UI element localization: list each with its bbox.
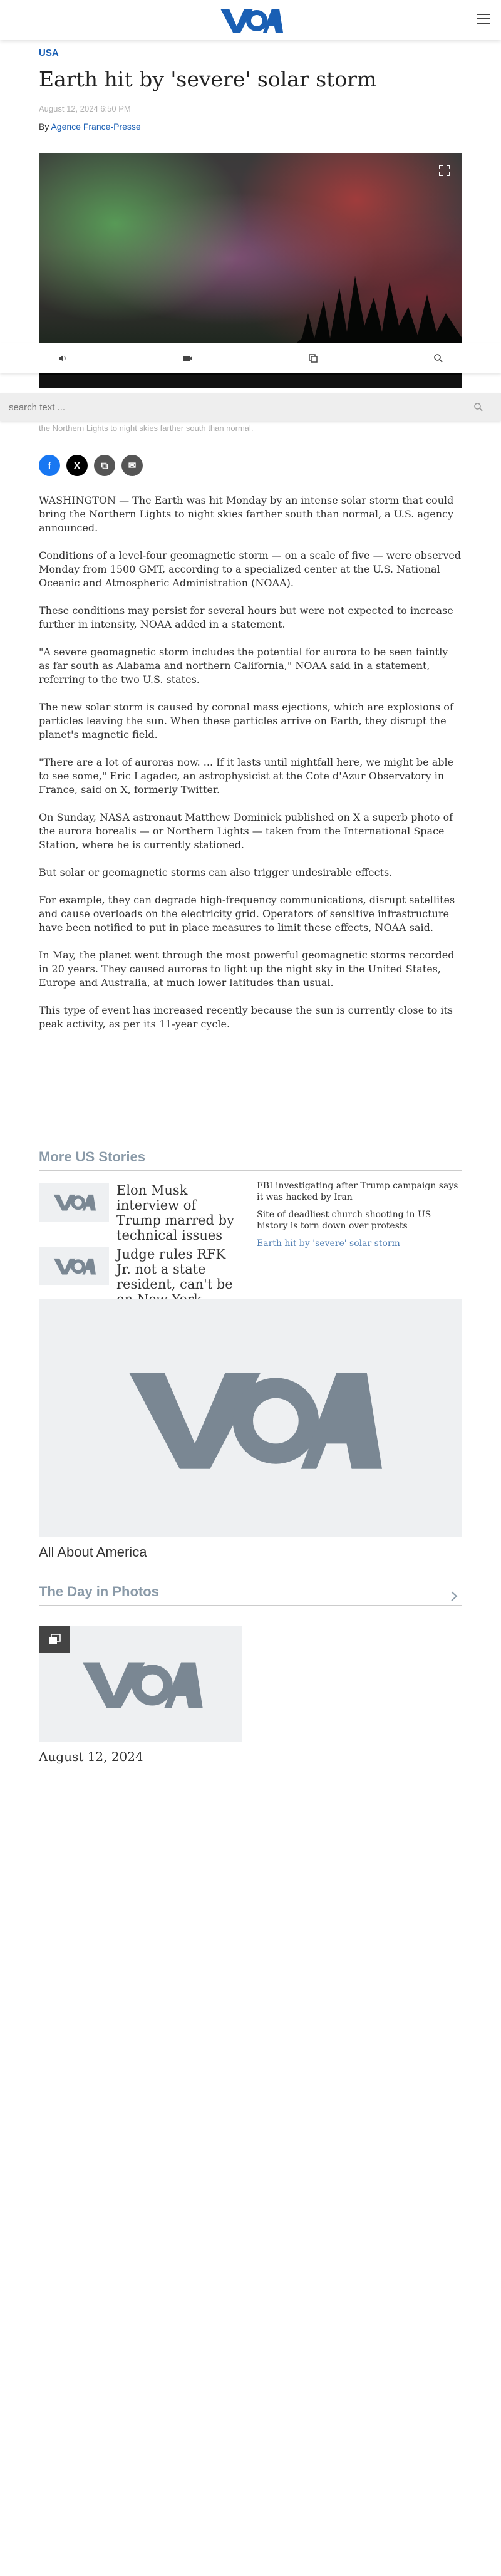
hamburger-menu-icon[interactable]: [477, 14, 490, 25]
toolbar-photos-button[interactable]: [250, 343, 376, 373]
speaker-icon: [58, 353, 68, 363]
story-title[interactable]: Elon Musk interview of Trump marred by technical issues: [116, 1183, 234, 1243]
toolbar-audio-button[interactable]: [0, 343, 125, 373]
voa-placeholder-logo: [52, 1192, 96, 1213]
side-story-link[interactable]: Earth hit by 'severe' solar storm: [257, 1239, 400, 1249]
video-camera-icon: [183, 353, 193, 363]
toolbar-search-button[interactable]: [376, 343, 501, 373]
email-share-button[interactable]: ✉: [121, 455, 143, 476]
article-date: August 12, 2024 6:50 PM: [39, 104, 131, 113]
byline-prefix: By: [39, 122, 49, 132]
image-caption: the Northern Lights to night skies farther south than normal.: [39, 423, 254, 433]
voa-logo[interactable]: [218, 5, 283, 35]
facebook-share-button[interactable]: f: [39, 455, 60, 476]
site-header: [0, 0, 501, 40]
byline-author-link[interactable]: Agence France-Presse: [51, 122, 141, 132]
day-in-photos-date[interactable]: August 12, 2024: [39, 1749, 143, 1764]
story-card[interactable]: [39, 1247, 239, 1292]
article-paragraph: In May, the planet went through the most powerful geomagnetic storms recorded in 20 years. They caused auroras to light up the night sky in the United States, Europe and Australia, at much lower latitudes than usual.: [39, 949, 455, 989]
article-paragraph: On Sunday, NASA astronaut Matthew Dominick published on X a superb photo of the aurora borealis — or Northern Lights — taken from the International Space Station, where he is currently stationed.: [39, 811, 453, 851]
voa-placeholder-logo: [78, 1655, 203, 1713]
voa-placeholder-logo: [119, 1358, 382, 1479]
chevron-right-icon[interactable]: [450, 1590, 458, 1602]
day-in-photos-heading[interactable]: The Day in Photos: [39, 1584, 159, 1599]
article-title: Earth hit by 'severe' solar storm: [39, 67, 377, 91]
story-card[interactable]: [39, 1183, 239, 1243]
section-divider: [39, 1605, 462, 1606]
article-paragraph: "A severe geomagnetic storm includes the potential for aurora to be seen faintly as far south as Alabama and northern California," NOAA said in a statement, referring to the two U.S. states.: [39, 646, 448, 685]
search-submit-icon[interactable]: [473, 402, 483, 412]
search-input[interactable]: [9, 398, 485, 416]
article-paragraph: The new solar storm is caused by coronal mass ejections, which are explosions of particles leaving the sun. When these particles arrive on Earth, they disrupt the planet's magnetic field.: [39, 701, 453, 740]
voa-placeholder-logo: [52, 1255, 96, 1277]
video-player-bar: [39, 375, 462, 388]
fullscreen-icon[interactable]: [438, 164, 451, 177]
side-story-link[interactable]: Site of deadliest church shooting in US history is torn down over protests: [257, 1210, 431, 1231]
all-about-america-title[interactable]: All About America: [39, 1544, 147, 1560]
gallery-badge: [39, 1626, 70, 1653]
photo-gallery-icon: [308, 353, 318, 363]
search-bar: [0, 393, 501, 421]
more-stories-heading[interactable]: More US Stories: [39, 1149, 145, 1165]
all-about-america-thumbnail[interactable]: [39, 1299, 462, 1537]
article-byline: [39, 122, 141, 132]
story-title[interactable]: Judge rules RFK Jr. not a state resident, can't be: [116, 1247, 233, 1292]
article-paragraph: For example, they can degrade high-frequency communications, disrupt satellites and cause overloads on the electricity grid. Operators of sensitive infrastructure have been notified to put in place measures to limit these effects, NOAA said.: [39, 894, 455, 933]
copy-link-button[interactable]: ⧉: [94, 455, 115, 476]
side-story-link[interactable]: FBI investigating after Trump campaign says it was hacked by Iran: [257, 1181, 458, 1202]
story-thumbnail[interactable]: [39, 1247, 109, 1285]
article-paragraph: These conditions may persist for several hours but were not expected to increase further in intensity, NOAA added in a statement.: [39, 605, 453, 630]
x-share-button[interactable]: X: [66, 455, 88, 476]
article-category[interactable]: USA: [39, 48, 59, 58]
share-buttons: [39, 455, 143, 476]
article-paragraph: This type of event has increased recently because the sun is currently close to its peak activity, as per its 11-year cycle.: [39, 1004, 453, 1030]
search-icon: [433, 353, 443, 363]
article-paragraph: But solar or geomagnetic storms can also trigger undesirable effects.: [39, 866, 393, 878]
photo-gallery-icon: [48, 1634, 61, 1645]
article-body: [39, 494, 462, 1045]
article-paragraph: Conditions of a level-four geomagnetic storm — on a scale of five — were observed Monday from 1500 GMT, according to a specialized center at the U.S. National Oceanic and Atmospheric Administration (NOAA).: [39, 549, 462, 589]
section-divider: [39, 1170, 462, 1171]
article-paragraph: WASHINGTON — The Earth was hit Monday by an intense solar storm that could bring the Northern Lights to night skies farther south than normal, a U.S. agency announced.: [39, 494, 454, 534]
story-thumbnail[interactable]: [39, 1183, 109, 1222]
article-paragraph: "There are a lot of auroras now. ... If it lasts until nightfall here, we might be able to see some," Eric Lagadec, an astrophysicist at the Cote d'Azur Observatory in France, said on X, formerly Twitter.: [39, 756, 454, 796]
toolbar-video-button[interactable]: [125, 343, 250, 373]
media-toolbar: [0, 343, 501, 373]
